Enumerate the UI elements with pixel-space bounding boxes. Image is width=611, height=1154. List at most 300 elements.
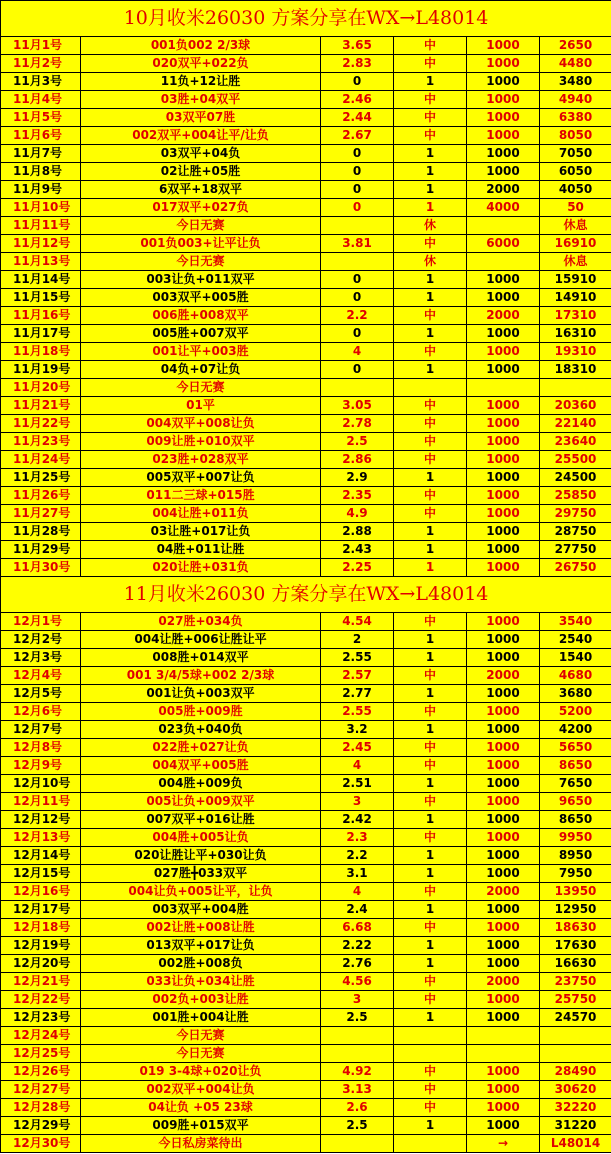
odds-cell: 0: [321, 271, 394, 289]
stake-cell: [467, 1045, 540, 1063]
table-row: [1, 199, 611, 217]
total-cell: 2540: [540, 631, 611, 649]
total-cell: [540, 1027, 611, 1045]
date-cell: 12月13号: [1, 829, 81, 847]
date-cell: 12月10号: [1, 775, 81, 793]
table-row: [1, 721, 611, 739]
date-cell: 11月26号: [1, 487, 81, 505]
plan-cell: 11负+12让胜: [81, 73, 321, 91]
odds-cell: 2.42: [321, 811, 394, 829]
date-cell: 11月11号: [1, 217, 81, 235]
total-cell: 29750: [540, 505, 611, 523]
plan-cell: 009让胜+010双平: [81, 433, 321, 451]
result-cell: [394, 379, 467, 397]
stake-cell: 1000: [467, 451, 540, 469]
result-cell: 1: [394, 847, 467, 865]
plan-cell: 今日无赛: [81, 1045, 321, 1063]
table-row: [1, 541, 611, 559]
stake-cell: 1000: [467, 1009, 540, 1027]
odds-cell: 3.1: [321, 865, 394, 883]
odds-cell: 2.5: [321, 1009, 394, 1027]
result-cell: 中: [394, 55, 467, 73]
date-cell: 12月15号: [1, 865, 81, 883]
odds-cell: 4.92: [321, 1063, 394, 1081]
table-row: [1, 685, 611, 703]
plan-cell: 033让负+034让胜: [81, 973, 321, 991]
date-cell: 11月2号: [1, 55, 81, 73]
total-cell: 27750: [540, 541, 611, 559]
total-cell: 9950: [540, 829, 611, 847]
table-row: [1, 1117, 611, 1135]
table-row: [1, 397, 611, 415]
date-cell: 12月9号: [1, 757, 81, 775]
date-cell: 12月24号: [1, 1027, 81, 1045]
stake-cell: 2000: [467, 667, 540, 685]
plan-cell: 今日无赛: [81, 1027, 321, 1045]
total-cell: 24500: [540, 469, 611, 487]
date-cell: 12月17号: [1, 901, 81, 919]
result-cell: 中: [394, 109, 467, 127]
plan-cell: 006胜+008双平: [81, 307, 321, 325]
result-cell: 中: [394, 739, 467, 757]
total-cell: 6380: [540, 109, 611, 127]
stake-cell: 1000: [467, 73, 540, 91]
result-cell: 1: [394, 325, 467, 343]
odds-cell: 2.5: [321, 1117, 394, 1135]
result-cell: 1: [394, 73, 467, 91]
plan-cell: 04负+07让负: [81, 361, 321, 379]
total-cell: 28750: [540, 523, 611, 541]
total-cell: 3480: [540, 73, 611, 91]
plan-cell: 004胜+009负: [81, 775, 321, 793]
plan-cell: 002双平+004让平/让负: [81, 127, 321, 145]
total-cell: 16310: [540, 325, 611, 343]
total-cell: 23750: [540, 973, 611, 991]
date-cell: 11月10号: [1, 199, 81, 217]
result-cell: 中: [394, 883, 467, 901]
plan-cell: 001 3/4/5球+002 2/3球: [81, 667, 321, 685]
result-cell: 中: [394, 397, 467, 415]
plan-cell: 03让胜+017让负: [81, 523, 321, 541]
plan-cell: 003双平+005胜: [81, 289, 321, 307]
table-row: [1, 343, 611, 361]
table-row: [1, 235, 611, 253]
odds-cell: [321, 379, 394, 397]
result-cell: 1: [394, 937, 467, 955]
odds-cell: 0: [321, 289, 394, 307]
total-cell: 6050: [540, 163, 611, 181]
odds-cell: 2.5: [321, 433, 394, 451]
odds-cell: 2.2: [321, 847, 394, 865]
result-cell: 中: [394, 307, 467, 325]
plan-cell: 004双平+008让负: [81, 415, 321, 433]
date-cell: 11月16号: [1, 307, 81, 325]
total-cell: 23640: [540, 433, 611, 451]
stake-cell: 1000: [467, 739, 540, 757]
total-cell: 4480: [540, 55, 611, 73]
total-cell: 7050: [540, 145, 611, 163]
result-cell: 中: [394, 1063, 467, 1081]
total-cell: 25500: [540, 451, 611, 469]
result-cell: 中: [394, 757, 467, 775]
stake-cell: 2000: [467, 181, 540, 199]
result-cell: 1: [394, 469, 467, 487]
table-row: [1, 217, 611, 235]
total-cell: 17630: [540, 937, 611, 955]
date-cell: 11月7号: [1, 145, 81, 163]
total-cell: 8650: [540, 811, 611, 829]
date-cell: 12月21号: [1, 973, 81, 991]
odds-cell: [321, 1045, 394, 1063]
result-cell: 中: [394, 37, 467, 55]
table-row: [1, 613, 611, 631]
total-cell: 17310: [540, 307, 611, 325]
table-row: [1, 793, 611, 811]
table-row: [1, 1135, 611, 1153]
stake-cell: 1000: [467, 829, 540, 847]
total-cell: 5200: [540, 703, 611, 721]
table-row: [1, 631, 611, 649]
stake-cell: 1000: [467, 649, 540, 667]
plan-cell: 04胜+011让胜: [81, 541, 321, 559]
total-cell: 2650: [540, 37, 611, 55]
table-row: [1, 487, 611, 505]
date-cell: 11月24号: [1, 451, 81, 469]
stake-cell: 1000: [467, 343, 540, 361]
result-cell: 中: [394, 667, 467, 685]
date-cell: 11月27号: [1, 505, 81, 523]
table-row: [1, 505, 611, 523]
result-cell: 1: [394, 901, 467, 919]
plan-cell: 今日私房菜待出: [81, 1135, 321, 1153]
stake-cell: 1000: [467, 631, 540, 649]
stake-cell: 1000: [467, 937, 540, 955]
table-row: [1, 325, 611, 343]
odds-cell: 3: [321, 793, 394, 811]
total-cell: 31220: [540, 1117, 611, 1135]
date-cell: 12月19号: [1, 937, 81, 955]
total-cell: 19310: [540, 343, 611, 361]
table-row: [1, 973, 611, 991]
odds-cell: 0: [321, 325, 394, 343]
total-cell: 50: [540, 199, 611, 217]
stake-cell: 1000: [467, 397, 540, 415]
stake-cell: 1000: [467, 469, 540, 487]
plan-cell: 今日无赛: [81, 253, 321, 271]
result-cell: 中: [394, 703, 467, 721]
date-cell: 11月21号: [1, 397, 81, 415]
plan-cell: 020让胜+031负: [81, 559, 321, 577]
total-cell: 8050: [540, 127, 611, 145]
stake-cell: [467, 379, 540, 397]
stake-cell: 4000: [467, 199, 540, 217]
result-cell: 1: [394, 163, 467, 181]
stake-cell: [467, 217, 540, 235]
total-cell: 30620: [540, 1081, 611, 1099]
odds-cell: 2.57: [321, 667, 394, 685]
odds-cell: 4: [321, 757, 394, 775]
stake-cell: 1000: [467, 1117, 540, 1135]
stake-cell: 1000: [467, 361, 540, 379]
result-cell: 中: [394, 415, 467, 433]
date-cell: 11月6号: [1, 127, 81, 145]
table-row: [1, 1009, 611, 1027]
plan-cell: 今日无赛: [81, 217, 321, 235]
total-cell: 4200: [540, 721, 611, 739]
plan-cell: 007双平+016让胜: [81, 811, 321, 829]
table-row: [1, 37, 611, 55]
stake-cell: 1000: [467, 811, 540, 829]
date-cell: 12月27号: [1, 1081, 81, 1099]
table-row: [1, 775, 611, 793]
stake-cell: 1000: [467, 505, 540, 523]
result-cell: 中: [394, 991, 467, 1009]
result-cell: 1: [394, 199, 467, 217]
total-cell: 休息: [540, 217, 611, 235]
stake-cell: 1000: [467, 793, 540, 811]
table-row: [1, 163, 611, 181]
date-cell: 11月22号: [1, 415, 81, 433]
table-row: [1, 289, 611, 307]
plan-cell: 023胜+028双平: [81, 451, 321, 469]
result-cell: 中: [394, 613, 467, 631]
stake-cell: 1000: [467, 1099, 540, 1117]
table-row: [1, 523, 611, 541]
result-cell: 1: [394, 775, 467, 793]
plan-cell: 008胜+014双平: [81, 649, 321, 667]
table-row: [1, 253, 611, 271]
stake-cell: 1000: [467, 703, 540, 721]
odds-cell: 3.13: [321, 1081, 394, 1099]
result-cell: 中: [394, 91, 467, 109]
stake-cell: 2000: [467, 973, 540, 991]
date-cell: 11月9号: [1, 181, 81, 199]
result-cell: 1: [394, 289, 467, 307]
total-cell: 18630: [540, 919, 611, 937]
table-row: [1, 361, 611, 379]
date-cell: 11月30号: [1, 559, 81, 577]
result-cell: 中: [394, 973, 467, 991]
result-cell: 1: [394, 541, 467, 559]
stake-cell: 1000: [467, 325, 540, 343]
plan-cell: 001负002 2/3球: [81, 37, 321, 55]
odds-cell: 2.4: [321, 901, 394, 919]
result-cell: 中: [394, 919, 467, 937]
stake-cell: 1000: [467, 523, 540, 541]
table-row: [1, 1027, 611, 1045]
result-cell: 1: [394, 865, 467, 883]
plan-cell: 013双平+017让负: [81, 937, 321, 955]
odds-cell: 3: [321, 991, 394, 1009]
odds-cell: 4.54: [321, 613, 394, 631]
section-title: 10月收米26030 方案分享在WX→L48014: [1, 1, 611, 37]
odds-cell: 0: [321, 73, 394, 91]
result-cell: 1: [394, 145, 467, 163]
stake-cell: 2000: [467, 883, 540, 901]
date-cell: 12月14号: [1, 847, 81, 865]
total-cell: 15910: [540, 271, 611, 289]
result-cell: 1: [394, 631, 467, 649]
section-title: 11月收米26030 方案分享在WX→L48014: [1, 577, 611, 613]
stake-cell: 1000: [467, 1063, 540, 1081]
stake-cell: 1000: [467, 613, 540, 631]
date-cell: 11月1号: [1, 37, 81, 55]
odds-cell: 2.44: [321, 109, 394, 127]
table-row: [1, 55, 611, 73]
odds-cell: 2.76: [321, 955, 394, 973]
date-cell: 11月20号: [1, 379, 81, 397]
plan-cell: 005胜+009胜: [81, 703, 321, 721]
table-row: [1, 829, 611, 847]
total-cell: 7950: [540, 865, 611, 883]
plan-cell: 01平: [81, 397, 321, 415]
stake-cell: 2000: [467, 307, 540, 325]
plan-cell: 003双平+004胜: [81, 901, 321, 919]
odds-cell: 2.55: [321, 649, 394, 667]
date-cell: 12月8号: [1, 739, 81, 757]
date-cell: 11月29号: [1, 541, 81, 559]
total-cell: 3540: [540, 613, 611, 631]
total-cell: 14910: [540, 289, 611, 307]
section-title-row: [1, 1, 611, 37]
stake-cell: 1000: [467, 847, 540, 865]
total-cell: 13950: [540, 883, 611, 901]
total-cell: 休息: [540, 253, 611, 271]
table-row: [1, 73, 611, 91]
result-cell: 中: [394, 829, 467, 847]
table-row: [1, 865, 611, 883]
plan-cell: 001胜+004让胜: [81, 1009, 321, 1027]
stake-cell: 1000: [467, 109, 540, 127]
odds-cell: 0: [321, 145, 394, 163]
odds-cell: 6.68: [321, 919, 394, 937]
odds-cell: 2.9: [321, 469, 394, 487]
plan-cell: 002让胜+008让胜: [81, 919, 321, 937]
date-cell: 11月5号: [1, 109, 81, 127]
odds-cell: 2.35: [321, 487, 394, 505]
odds-cell: 3.05: [321, 397, 394, 415]
table-row: [1, 433, 611, 451]
date-cell: 12月3号: [1, 649, 81, 667]
plan-cell: 017双平+027负: [81, 199, 321, 217]
table-row: [1, 559, 611, 577]
result-cell: 1: [394, 721, 467, 739]
stake-cell: [467, 253, 540, 271]
total-cell: 18310: [540, 361, 611, 379]
plan-cell: 03胜+04双平: [81, 91, 321, 109]
result-cell: 休: [394, 217, 467, 235]
plan-cell: 004让负+005让平，让负: [81, 883, 321, 901]
plan-cell: 003让负+011双平: [81, 271, 321, 289]
table-row: [1, 811, 611, 829]
table-row: [1, 739, 611, 757]
result-cell: 1: [394, 955, 467, 973]
plan-cell: 022胜+027让负: [81, 739, 321, 757]
plan-cell: 02让胜+05胜: [81, 163, 321, 181]
total-cell: 28490: [540, 1063, 611, 1081]
date-cell: 12月28号: [1, 1099, 81, 1117]
odds-cell: 4: [321, 883, 394, 901]
total-cell: 5650: [540, 739, 611, 757]
stake-cell: 1000: [467, 757, 540, 775]
date-cell: 11月8号: [1, 163, 81, 181]
plan-cell: 6双平+18双平: [81, 181, 321, 199]
plan-cell: 005胜+007双平: [81, 325, 321, 343]
table-row: [1, 1099, 611, 1117]
result-cell: 中: [394, 505, 467, 523]
result-cell: 1: [394, 649, 467, 667]
result-cell: 1: [394, 271, 467, 289]
stake-cell: 6000: [467, 235, 540, 253]
table-row: [1, 1063, 611, 1081]
total-cell: 3680: [540, 685, 611, 703]
plan-cell: 今日无赛: [81, 379, 321, 397]
date-cell: 12月30号: [1, 1135, 81, 1153]
table-row: [1, 91, 611, 109]
odds-cell: 3.81: [321, 235, 394, 253]
date-cell: 12月7号: [1, 721, 81, 739]
date-cell: 12月2号: [1, 631, 81, 649]
date-cell: 11月28号: [1, 523, 81, 541]
date-cell: 11月3号: [1, 73, 81, 91]
table-row: [1, 955, 611, 973]
odds-cell: 2.78: [321, 415, 394, 433]
stake-cell: 1000: [467, 289, 540, 307]
date-cell: 12月18号: [1, 919, 81, 937]
plan-cell: 001让负+003双平: [81, 685, 321, 703]
result-cell: 1: [394, 811, 467, 829]
total-cell: 1540: [540, 649, 611, 667]
stake-cell: 1000: [467, 415, 540, 433]
odds-cell: 2.43: [321, 541, 394, 559]
stake-cell: 1000: [467, 559, 540, 577]
stake-cell: [467, 1027, 540, 1045]
odds-cell: 2.25: [321, 559, 394, 577]
table-row: [1, 469, 611, 487]
odds-cell: 0: [321, 181, 394, 199]
date-cell: 11月15号: [1, 289, 81, 307]
result-cell: 中: [394, 343, 467, 361]
table-row: [1, 1081, 611, 1099]
date-cell: 11月4号: [1, 91, 81, 109]
odds-cell: 2.3: [321, 829, 394, 847]
stake-cell: 1000: [467, 37, 540, 55]
plan-cell: 001让平+003胜: [81, 343, 321, 361]
odds-cell: 2.51: [321, 775, 394, 793]
table-row: [1, 307, 611, 325]
section-title-row: [1, 577, 611, 613]
result-cell: 中: [394, 235, 467, 253]
date-cell: 11月25号: [1, 469, 81, 487]
plan-cell: 001负003+让平让负: [81, 235, 321, 253]
plan-cell: 011二三球+015胜: [81, 487, 321, 505]
table-row: [1, 937, 611, 955]
odds-cell: 2.88: [321, 523, 394, 541]
result-cell: 中: [394, 451, 467, 469]
odds-cell: [321, 217, 394, 235]
odds-cell: 3.2: [321, 721, 394, 739]
plan-cell: 023负+040负: [81, 721, 321, 739]
table-row: [1, 127, 611, 145]
odds-cell: [321, 253, 394, 271]
date-cell: 12月20号: [1, 955, 81, 973]
total-cell: 22140: [540, 415, 611, 433]
result-cell: 1: [394, 181, 467, 199]
stake-cell: 1000: [467, 901, 540, 919]
odds-cell: 0: [321, 199, 394, 217]
stake-cell: 1000: [467, 163, 540, 181]
stake-cell: 1000: [467, 91, 540, 109]
